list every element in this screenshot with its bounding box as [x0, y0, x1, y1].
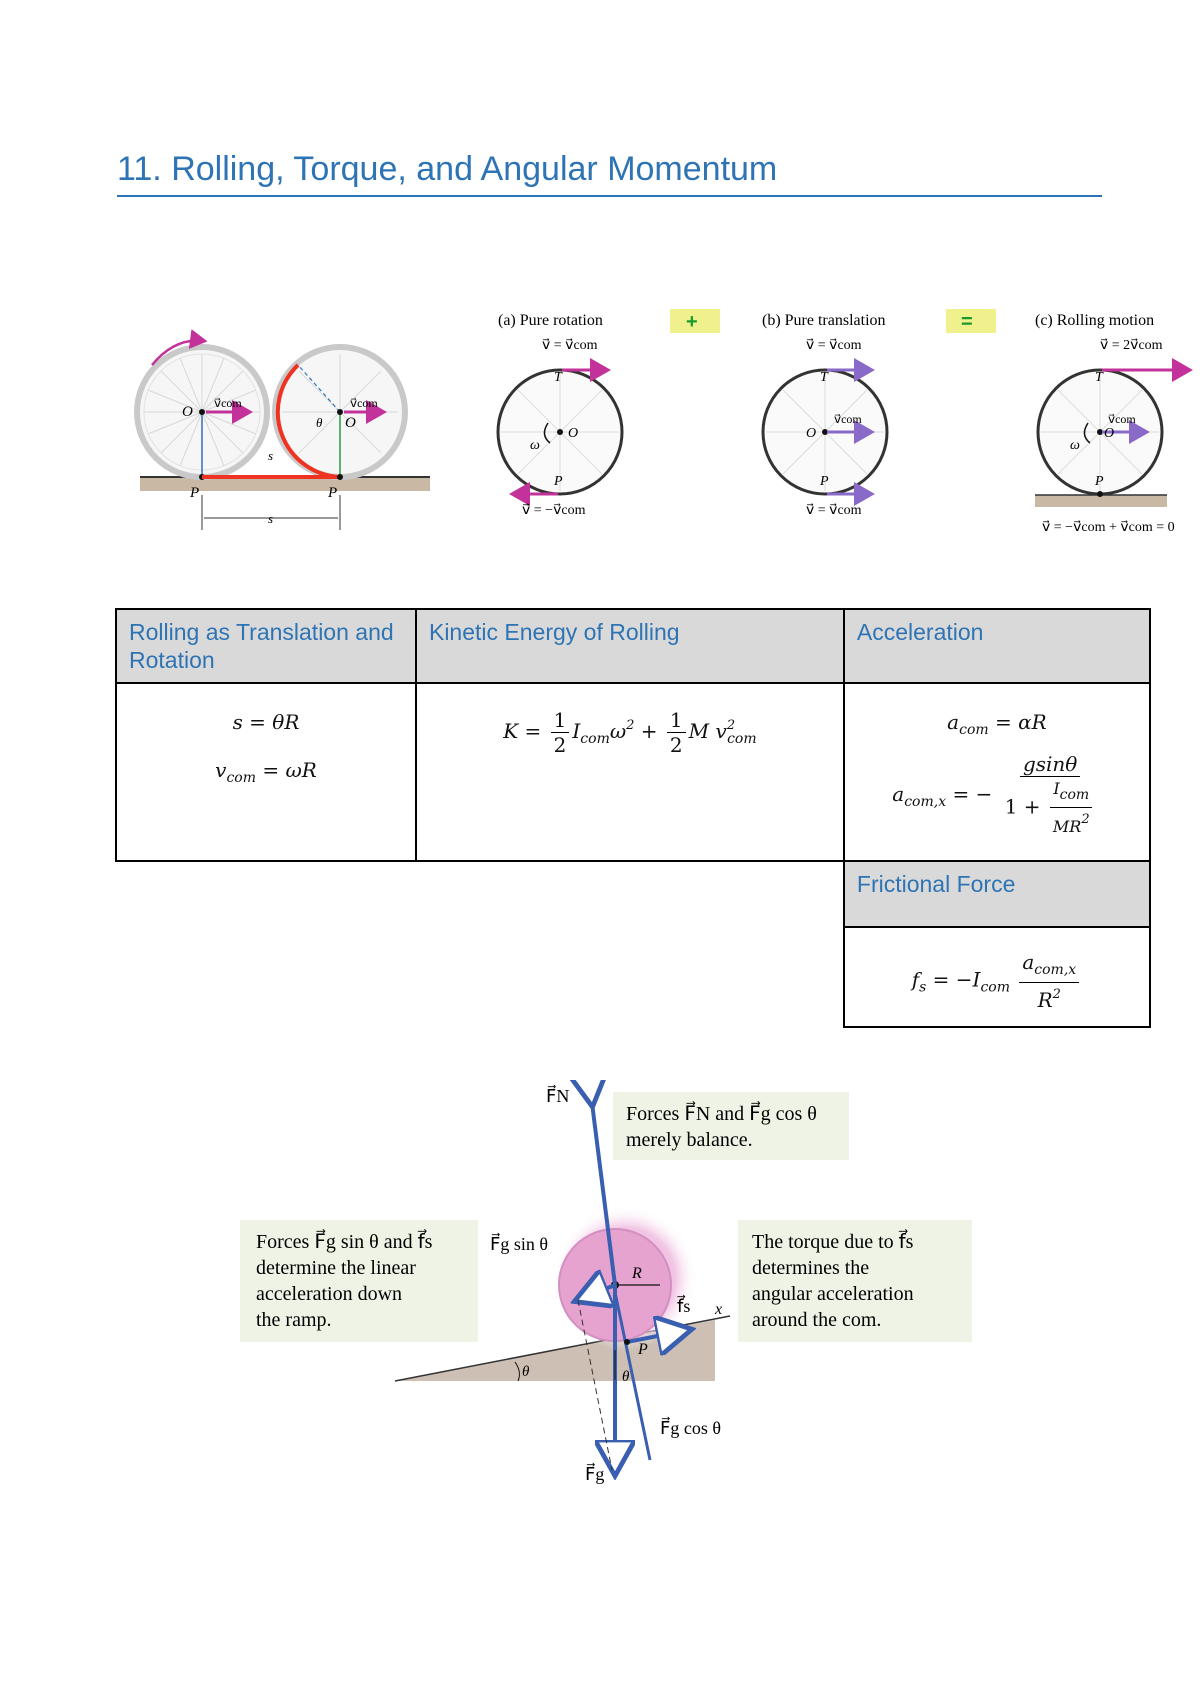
box-linear-line1: Forces F⃗g sin θ and f⃗s	[256, 1231, 433, 1253]
cell-frictional	[844, 927, 1150, 1027]
panel-b-T: T	[820, 370, 828, 385]
panel-c-P: P	[1095, 474, 1104, 489]
label-vcom-2: v⃗com	[350, 396, 378, 410]
box-angular-line1: The torque due to f⃗s	[752, 1231, 914, 1253]
panel-c-omega: ω	[1070, 438, 1080, 453]
header-frictional: Frictional Force	[844, 861, 1150, 927]
box-angular-line3: angular acceleration	[752, 1283, 914, 1305]
cell-acceleration	[844, 683, 1150, 861]
eq-friction: $f_s = -I_{com}$ $\frac{a_{com,x}}{R^2}$	[845, 950, 1149, 1012]
cell-kinetic	[416, 683, 844, 861]
label-O2: O	[345, 415, 356, 431]
box-linear-line3: acceleration down	[256, 1283, 403, 1305]
panel-b-P: P	[820, 474, 829, 489]
panel-c-T: T	[1095, 370, 1103, 385]
panel-a-T: T	[554, 370, 562, 385]
cell-rolling	[116, 683, 416, 861]
panel-c-O: O	[1104, 426, 1115, 441]
ramp-figure	[240, 1080, 980, 1500]
box-angular-line2: determines the	[752, 1257, 870, 1279]
label-fg-sin: F⃗g sin θ	[490, 1234, 548, 1254]
panel-c-bottom: v⃗ = −v⃗com + v⃗com = 0	[1042, 520, 1175, 535]
panel-a-bottom: v⃗ = −v⃗com	[522, 503, 586, 518]
label-fg-cos: F⃗g cos θ	[660, 1418, 721, 1438]
rolling-figure-svg	[130, 305, 1200, 550]
label-O: O	[182, 404, 193, 420]
eq-vcom: $v_{com} = \omega R$	[215, 758, 317, 786]
panel-a-top: v⃗ = v⃗com	[542, 338, 598, 353]
header-kinetic: Kinetic Energy of Rolling	[416, 609, 844, 683]
label-fs: f⃗s	[677, 1296, 691, 1316]
plus-sign: +	[686, 311, 698, 333]
box-balance-line1: Forces F⃗N and F⃗g cos θ	[626, 1103, 817, 1125]
header-rolling: Rolling as Translation and Rotation	[116, 609, 416, 683]
label-s-arc: s	[268, 448, 274, 463]
wheel-1	[137, 341, 267, 481]
panel-b-bottom: v⃗ = v⃗com	[806, 503, 862, 518]
label-fg: F⃗g	[585, 1464, 605, 1484]
panel-b-top: v⃗ = v⃗com	[806, 338, 862, 353]
ramp-figure-svg	[240, 1080, 980, 1500]
equals-sign: =	[961, 311, 973, 333]
eq-acom: $a_{com} = \alpha R$	[947, 710, 1047, 738]
panel-a-omega: ω	[530, 438, 540, 453]
eq-kinetic-energy: K = $\frac{1}{2}$ $I_{com}\omega^2$ + $\frac{1}{2}$ M $v^2_{com}$	[503, 708, 757, 757]
page-title: 11. Rolling, Torque, and Angular Momentum	[117, 150, 1102, 197]
label-x: x	[715, 1301, 723, 1318]
eq-acom-x: $a_{com,x}$ = − gsinθ 1 + $\frac{\text{Icom}}{MR^2}$	[845, 752, 1149, 839]
ground	[140, 477, 430, 491]
panel-b-vcom: v⃗com	[834, 412, 862, 426]
header-acceleration: Acceleration	[844, 609, 1150, 683]
box-linear-line2: determine the linear	[256, 1257, 416, 1279]
panel-a-title: (a) Pure rotation	[498, 312, 603, 329]
panel-c-top: v⃗ = 2v⃗com	[1100, 338, 1163, 353]
box-balance-line2: merely balance.	[626, 1129, 753, 1151]
box-angular-line4: around the com.	[752, 1309, 882, 1331]
panel-b-title: (b) Pure translation	[762, 312, 886, 329]
eq-s-theta-r: s = θR	[232, 710, 300, 734]
panel-a-P: P	[554, 474, 563, 489]
label-fn: F⃗N	[546, 1086, 570, 1106]
panel-c-title: (c) Rolling motion	[1035, 312, 1155, 329]
label-s: s	[268, 511, 274, 526]
panel-b-O: O	[806, 426, 817, 441]
label-theta-ramp: θ	[522, 1364, 530, 1380]
formula-table	[115, 608, 1151, 1028]
label-theta-ball: θ	[622, 1369, 630, 1385]
panel-a-O: O	[568, 426, 579, 441]
label-r: R	[632, 1265, 642, 1282]
label-P2: P	[328, 485, 338, 501]
label-P: P	[190, 485, 200, 501]
rolling-figure	[130, 305, 1200, 550]
label-vcom-1: v⃗com	[214, 396, 242, 410]
box-linear-line4: the ramp.	[256, 1309, 332, 1331]
label-theta: θ	[316, 415, 323, 430]
label-p: P	[638, 1341, 648, 1358]
panel-c-vcom: v⃗com	[1108, 412, 1136, 426]
